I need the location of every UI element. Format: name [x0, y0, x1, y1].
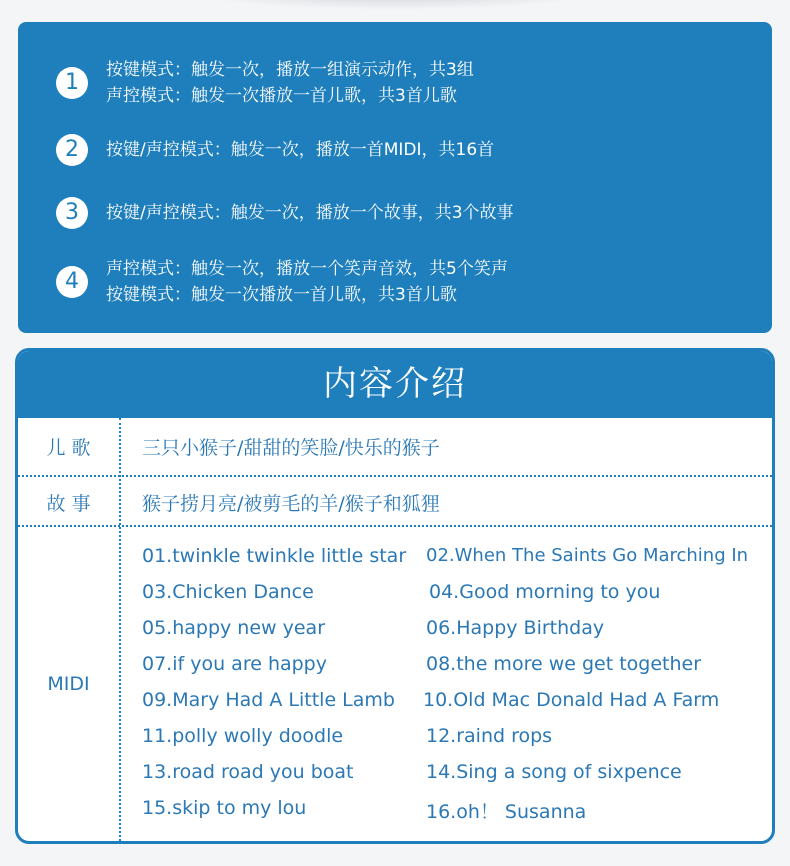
row-divider: [18, 525, 772, 527]
mode-line: 声控模式：触发一次，播放一个笑声音效，共5个笑声: [106, 259, 508, 279]
midi-song: 08.the more we get together: [426, 653, 702, 675]
midi-song: 01.twinkle twinkle little star: [142, 545, 407, 567]
number-badge: 2: [56, 134, 88, 166]
midi-song: 04.Good morning to you: [429, 581, 661, 603]
mode-item-2: [56, 134, 494, 166]
midi-song: 13.road road you boat: [142, 761, 354, 783]
midi-song: 12.raind rops: [426, 725, 553, 747]
mode-description: [106, 256, 508, 308]
row-divider: [18, 475, 772, 477]
number-badge: 4: [56, 266, 88, 298]
mode-item-3: [56, 197, 514, 229]
content-intro-card: [15, 348, 775, 844]
midi-song: 16.oh！ Susanna: [426, 801, 587, 823]
number-badge: 1: [56, 67, 88, 99]
midi-song: 02.When The Saints Go Marching In: [426, 545, 749, 566]
mode-line: 按键模式：触发一次，播放一组演示动作，共3组: [106, 60, 474, 80]
mode-item-4: [56, 256, 508, 308]
mode-line: 按键模式：触发一次播放一首儿歌，共3首儿歌: [106, 285, 457, 305]
mode-line: 按键/声控模式：触发一次，播放一个故事，共3个故事: [106, 203, 514, 223]
content-title: 内容介绍: [18, 351, 772, 418]
midi-song: 09.Mary Had A Little Lamb: [142, 689, 395, 711]
midi-song: 06.Happy Birthday: [426, 617, 605, 639]
midi-song: 14.Sing a song of sixpence: [426, 761, 682, 783]
midi-song: 07.if you are happy: [142, 653, 327, 675]
mode-line: 按键/声控模式：触发一次，播放一首MIDI，共16首: [106, 140, 495, 160]
mode-item-1: [56, 57, 474, 109]
midi-song: 11.polly wolly doodle: [142, 725, 344, 747]
row-value: 猴子捞月亮/被剪毛的羊/猴子和狐狸: [142, 493, 440, 515]
midi-song: 05.happy new year: [142, 617, 326, 639]
midi-label: MIDI: [47, 673, 90, 695]
column-divider: [119, 418, 121, 841]
row-value: 三只小猴子/甜甜的笑脸/快乐的猴子: [142, 437, 440, 459]
midi-song: 15.skip to my lou: [142, 797, 307, 819]
mode-line: 声控模式：触发一次播放一首儿歌，共3首儿歌: [106, 86, 457, 106]
mode-description: [106, 57, 474, 109]
mode-description: [106, 137, 494, 163]
row-label: 故 事: [46, 493, 91, 515]
row-label: 儿 歌: [46, 437, 91, 459]
midi-song: 10.Old Mac Donald Had A Farm: [423, 689, 720, 711]
mode-description: [106, 200, 514, 226]
midi-song: 03.Chicken Dance: [142, 581, 314, 603]
decorative-shadow: [180, 0, 610, 10]
number-badge: 3: [56, 197, 88, 229]
play-modes-panel: [18, 22, 772, 333]
